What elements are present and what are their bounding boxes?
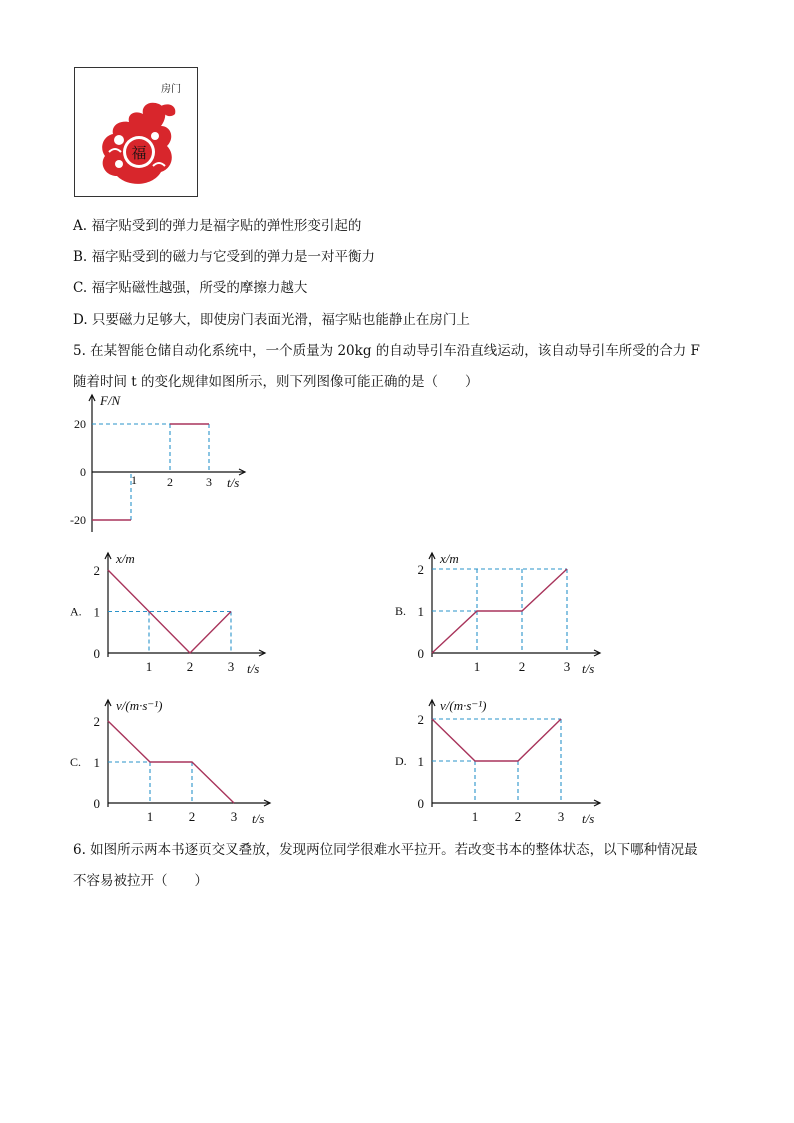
- y-tick-label: 2: [417, 712, 424, 727]
- y-axis-label: x/m: [440, 551, 459, 566]
- option-text: 福字贴受到的磁力与它受到的弹力是一对平衡力: [91, 249, 376, 265]
- data-line: [432, 719, 561, 761]
- option-c: [73, 276, 307, 296]
- option-d: [73, 308, 470, 328]
- data-line: [108, 721, 234, 803]
- x-tick-label: 1: [471, 809, 479, 824]
- y-tick-label: 0: [417, 646, 424, 661]
- door-figure: [74, 67, 198, 197]
- option-letter: B.: [73, 249, 88, 265]
- y-tick-label: 0: [93, 646, 100, 661]
- option-text: 福字贴受到的弹力是福字贴的弹性形变引起的: [91, 218, 362, 234]
- y-tick-label: 1: [93, 755, 100, 770]
- x-tick-label: 3: [206, 475, 212, 489]
- x-tick-label: 1: [131, 473, 137, 487]
- y-tick-label: 1: [417, 754, 424, 769]
- question-5-line-2: 随着时间 t 的变化规律如图所示，则下列图像可能正确的是（ ）: [73, 374, 479, 390]
- graph-c: [60, 690, 290, 825]
- panel-letter: C.: [70, 755, 82, 769]
- y-axis-label: v/(m·s⁻¹): [440, 698, 487, 713]
- graph-d: [385, 690, 615, 825]
- x-tick-label: 3: [227, 659, 235, 674]
- fu-emblem-icon: [89, 96, 185, 192]
- option-letter: A.: [73, 218, 88, 234]
- question-5-line-1: 5. 在某智能仓储自动化系统中，一个质量为 20kg 的自动导引车沿直线运动，该自动导引车所受的合力 F: [73, 343, 700, 359]
- force-time-graph: [60, 390, 260, 540]
- y-tick-label: 1: [93, 604, 100, 620]
- x-axis-label: t/s: [582, 661, 595, 675]
- y-tick-label: 0: [417, 796, 424, 811]
- data-line: [432, 569, 567, 653]
- y-tick-label: 0: [93, 796, 100, 811]
- x-tick-label: 2: [518, 659, 526, 674]
- x-tick-label: 2: [186, 659, 194, 674]
- y-axis-label: x/m: [116, 551, 135, 566]
- y-tick-label: 2: [417, 562, 424, 577]
- y-tick-label: 20: [74, 417, 86, 431]
- x-tick-label: 1: [146, 809, 154, 824]
- y-tick-label: 2: [93, 563, 100, 578]
- x-tick-label: 3: [557, 809, 565, 824]
- x-tick-label: 2: [167, 475, 173, 489]
- graph-a: [60, 545, 290, 675]
- option-text: 只要磁力足够大，即使房门表面光滑，福字贴也能静止在房门上: [91, 312, 470, 328]
- y-tick-label: 2: [93, 714, 100, 729]
- x-tick-label: 2: [514, 809, 522, 824]
- y-axis-label: F/N: [100, 393, 121, 408]
- x-axis-label: t/s: [227, 475, 240, 490]
- x-axis-label: t/s: [582, 811, 595, 825]
- panel-letter: B.: [395, 604, 407, 618]
- option-letter: C.: [73, 280, 88, 296]
- option-a: [73, 214, 361, 234]
- panel-letter: D.: [395, 754, 407, 768]
- y-axis-label: v/(m·s⁻¹): [116, 698, 163, 713]
- option-b: [73, 245, 375, 265]
- y-tick-label: 1: [417, 604, 424, 619]
- door-label: 房门: [161, 84, 181, 95]
- y-tick-label: 0: [80, 465, 86, 479]
- panel-letter: A.: [70, 604, 82, 619]
- question-6-line-2: 不容易被拉开（ ）: [73, 873, 208, 889]
- x-axis-label: t/s: [247, 661, 260, 675]
- x-tick-label: 2: [188, 809, 196, 824]
- graph-b: [385, 545, 615, 675]
- y-tick-label: -20: [70, 513, 86, 527]
- data-line: [108, 570, 231, 653]
- option-letter: D.: [73, 312, 88, 328]
- x-tick-label: 1: [473, 659, 481, 674]
- fu-character: 福: [131, 146, 147, 162]
- x-axis-label: t/s: [252, 811, 265, 825]
- option-text: 福字贴磁性越强，所受的摩擦力越大: [91, 280, 308, 296]
- x-tick-label: 3: [230, 809, 238, 824]
- x-tick-label: 1: [145, 659, 153, 674]
- question-6-line-1: 6. 如图所示两本书逐页交叉叠放，发现两位同学很难水平拉开。若改变书本的整体状态，以下哪种情况最: [73, 842, 698, 858]
- x-tick-label: 3: [563, 659, 571, 674]
